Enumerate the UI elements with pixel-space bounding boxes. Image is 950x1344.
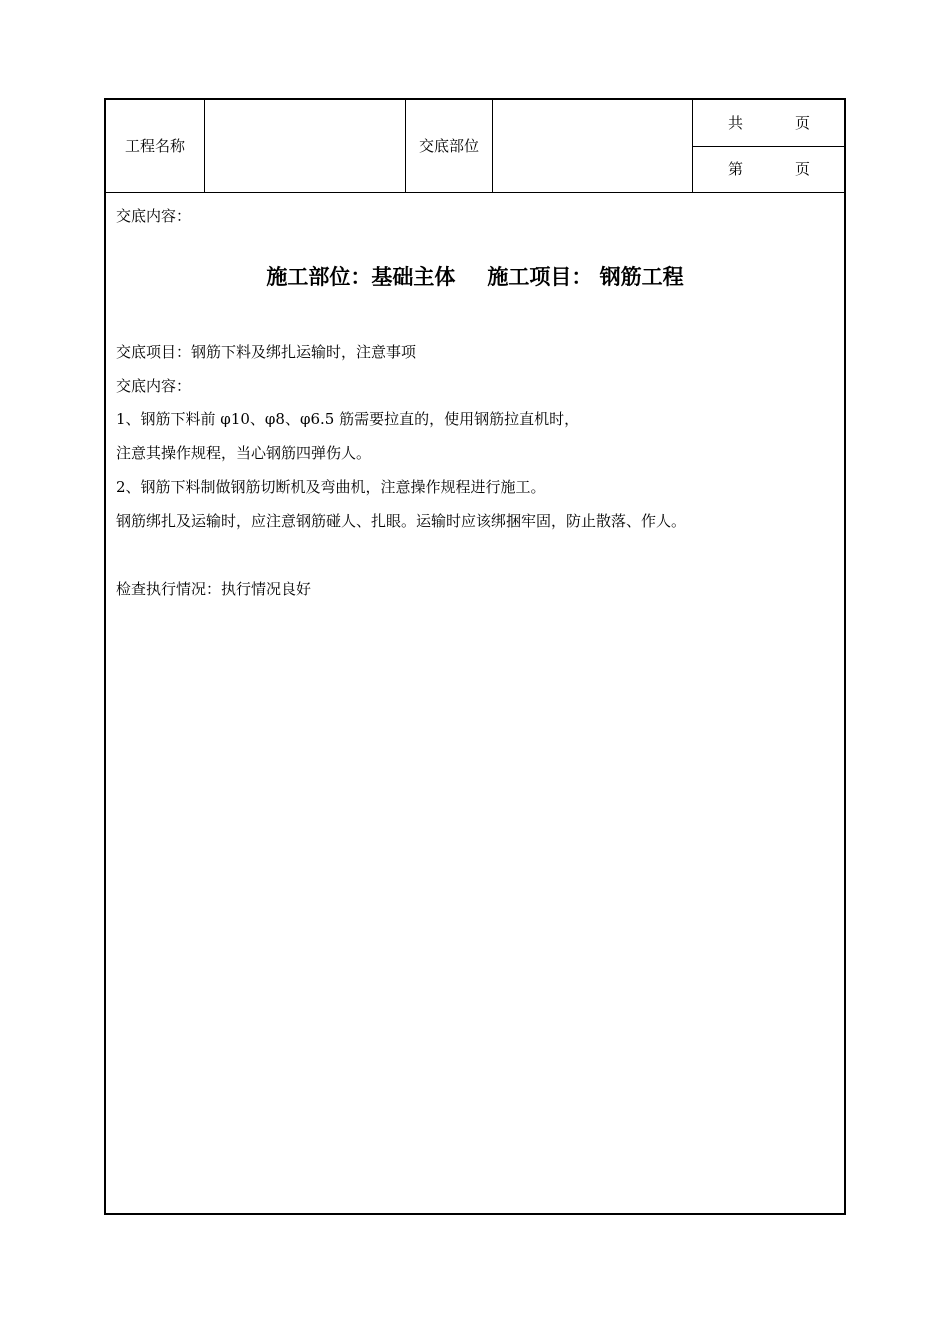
section-heading: [106, 261, 844, 291]
handover-item-line: 交底项目：钢筋下料及绑扎运输时，注意事项: [116, 343, 417, 361]
heading-location: 施工部位：基础主体: [266, 265, 456, 289]
heading-project: 施工项目： 钢筋工程: [487, 265, 684, 289]
handover-location-label: 交底部位: [406, 100, 493, 192]
page-number-prefix: 第: [728, 160, 744, 178]
page-number: [693, 146, 844, 192]
project-name-label: 工程名称: [106, 100, 205, 192]
page-count-cell: [693, 100, 844, 192]
handover-location-value: [493, 100, 693, 192]
form-header-row: [106, 100, 844, 193]
content-label-2: 交底内容：: [116, 377, 192, 395]
total-pages-suffix: 页: [795, 114, 811, 132]
total-pages-prefix: 共: [728, 114, 744, 132]
point-2-line-1: 2、钢筋下料制做钢筋切断机及弯曲机，注意操作规程进行施工。: [116, 478, 546, 496]
page-number-suffix: 页: [795, 160, 811, 178]
project-name-value: [205, 100, 406, 192]
point-1-line-1: 1、钢筋下料前 φ10、φ8、φ6.5 筋需要拉直的，使用钢筋拉直机时，: [116, 410, 580, 428]
handover-form: [104, 98, 846, 1215]
total-pages: [693, 100, 844, 147]
inspection-line: 检查执行情况：执行情况良好: [116, 580, 312, 598]
point-1-line-2: 注意其操作规程，当心钢筋四弹伤人。: [116, 444, 372, 462]
point-2-line-2: 钢筋绑扎及运输时，应注意钢筋碰人、扎眼。运输时应该绑捆牢固，防止散落、作人。: [116, 512, 687, 530]
content-label: 交底内容：: [116, 207, 192, 225]
